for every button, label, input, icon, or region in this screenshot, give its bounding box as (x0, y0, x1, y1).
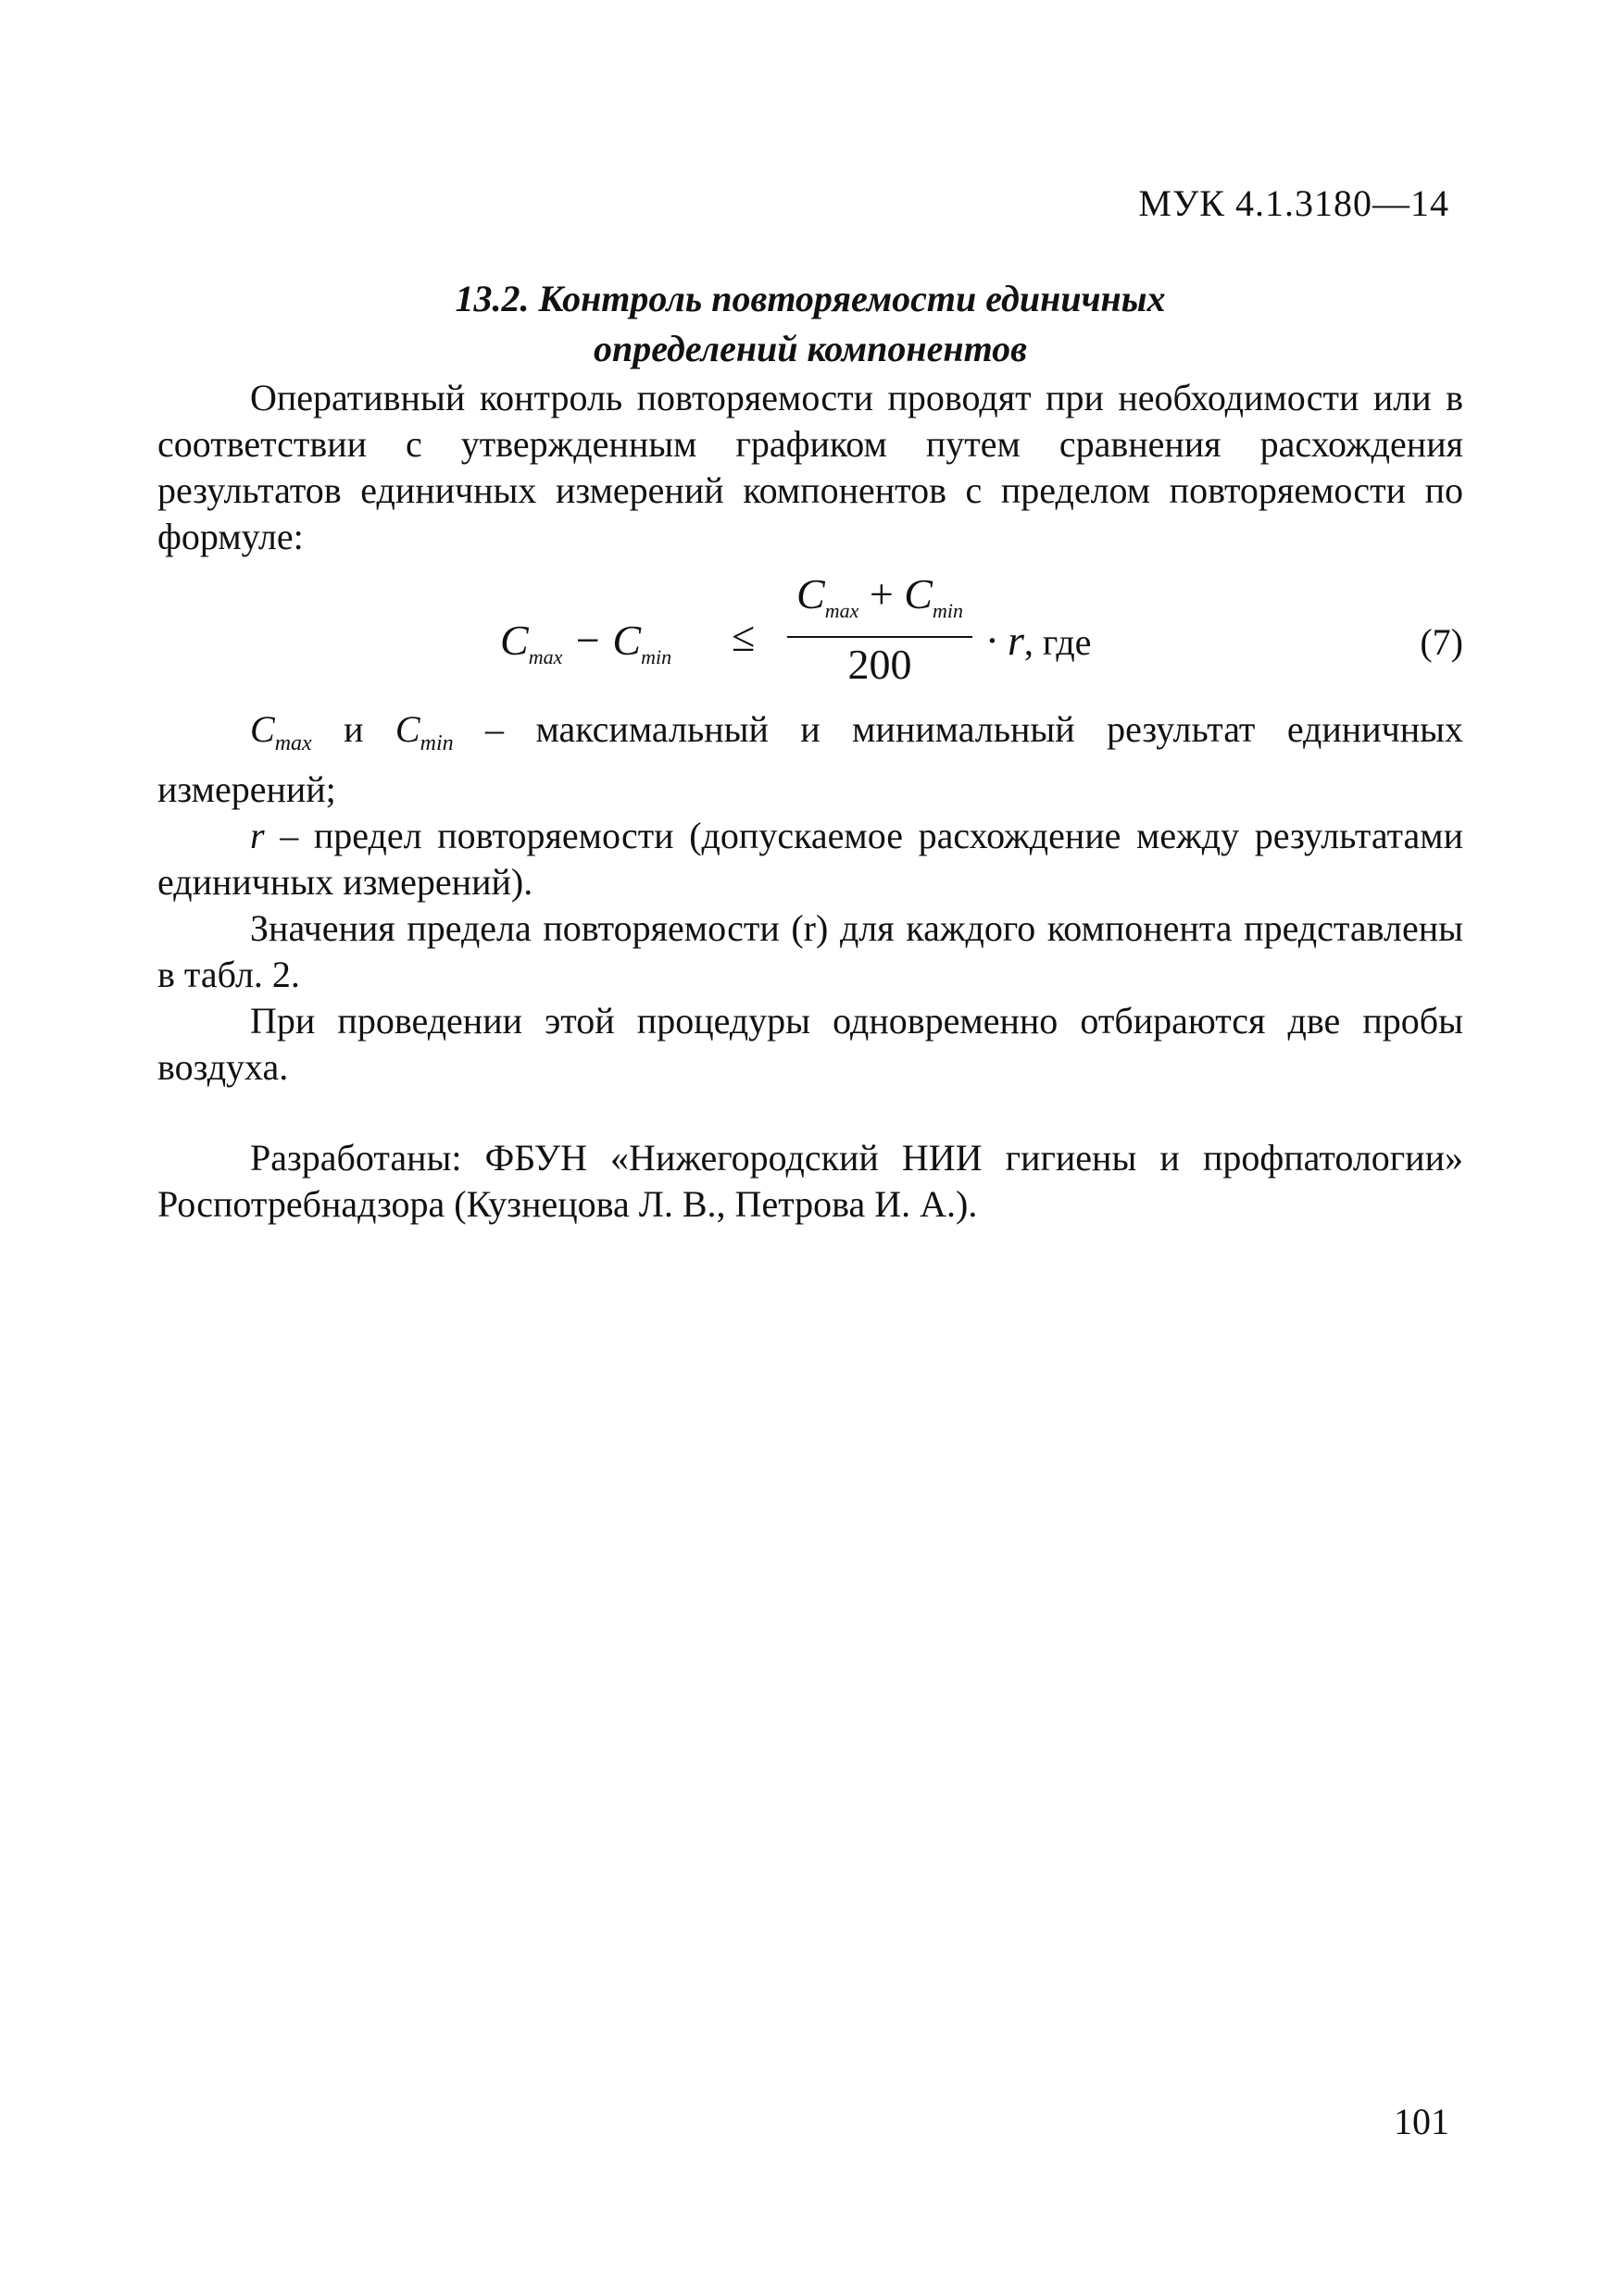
formula-tail: · r, где (986, 617, 1092, 664)
intro-paragraph: Оперативный контроль повторяемости проводят при необходимости или в соответствии с утвержденным графиком путем сравнения расхождения результатов единичных измерений компонентов с пределом повторяемости по формуле: (157, 377, 1463, 557)
procedure-paragraph: При проведении этой процедуры одновременно отбираются две пробы воздуха. (157, 1000, 1463, 1088)
section-heading-line-2: определений компонентов (593, 328, 1028, 369)
formula-lhs: $C_{max} - C_{min}$ (500, 617, 672, 669)
leq-sign: ≤ (732, 613, 756, 660)
r-symbol: r (250, 815, 265, 856)
section-heading (157, 274, 1463, 374)
page-number: 101 (1394, 2101, 1449, 2142)
document-body (157, 375, 1463, 1228)
document-code: МУК 4.1.3180—14 (1138, 182, 1449, 224)
cmax-symbol: $C_{max}$ (250, 708, 312, 755)
formula-fraction (787, 571, 972, 688)
table-reference-paragraph: Значения предела повторяемости (r) для каждого компонента представлены в табл. 2. (157, 907, 1463, 995)
cmin-symbol: $C_{min}$ (395, 708, 454, 755)
formula-7 (157, 570, 1463, 689)
fraction-denominator: 200 (847, 641, 912, 689)
developed-by-paragraph: Разработаны: ФБУН «Нижегородский НИИ гигиены и профпатологии» Роспотребнадзора (Кузнецова Л. В., Петрова И. А.). (157, 1137, 1463, 1225)
fraction-numerator: $C_{max} + C_{min}$ (787, 571, 972, 638)
equation-number: (7) (1420, 621, 1463, 663)
section-heading-line-1: 13.2. Контроль повторяемости единичных (455, 278, 1166, 319)
definition-cmax-cmin: $C_{max}$ и $C_{min}$ – максимальный и минимальный результат единичных измерений; (157, 708, 1464, 810)
definition-r: r – предел повторяемости (допускаемое расхождение между результатами единичных измерений). (157, 815, 1463, 903)
